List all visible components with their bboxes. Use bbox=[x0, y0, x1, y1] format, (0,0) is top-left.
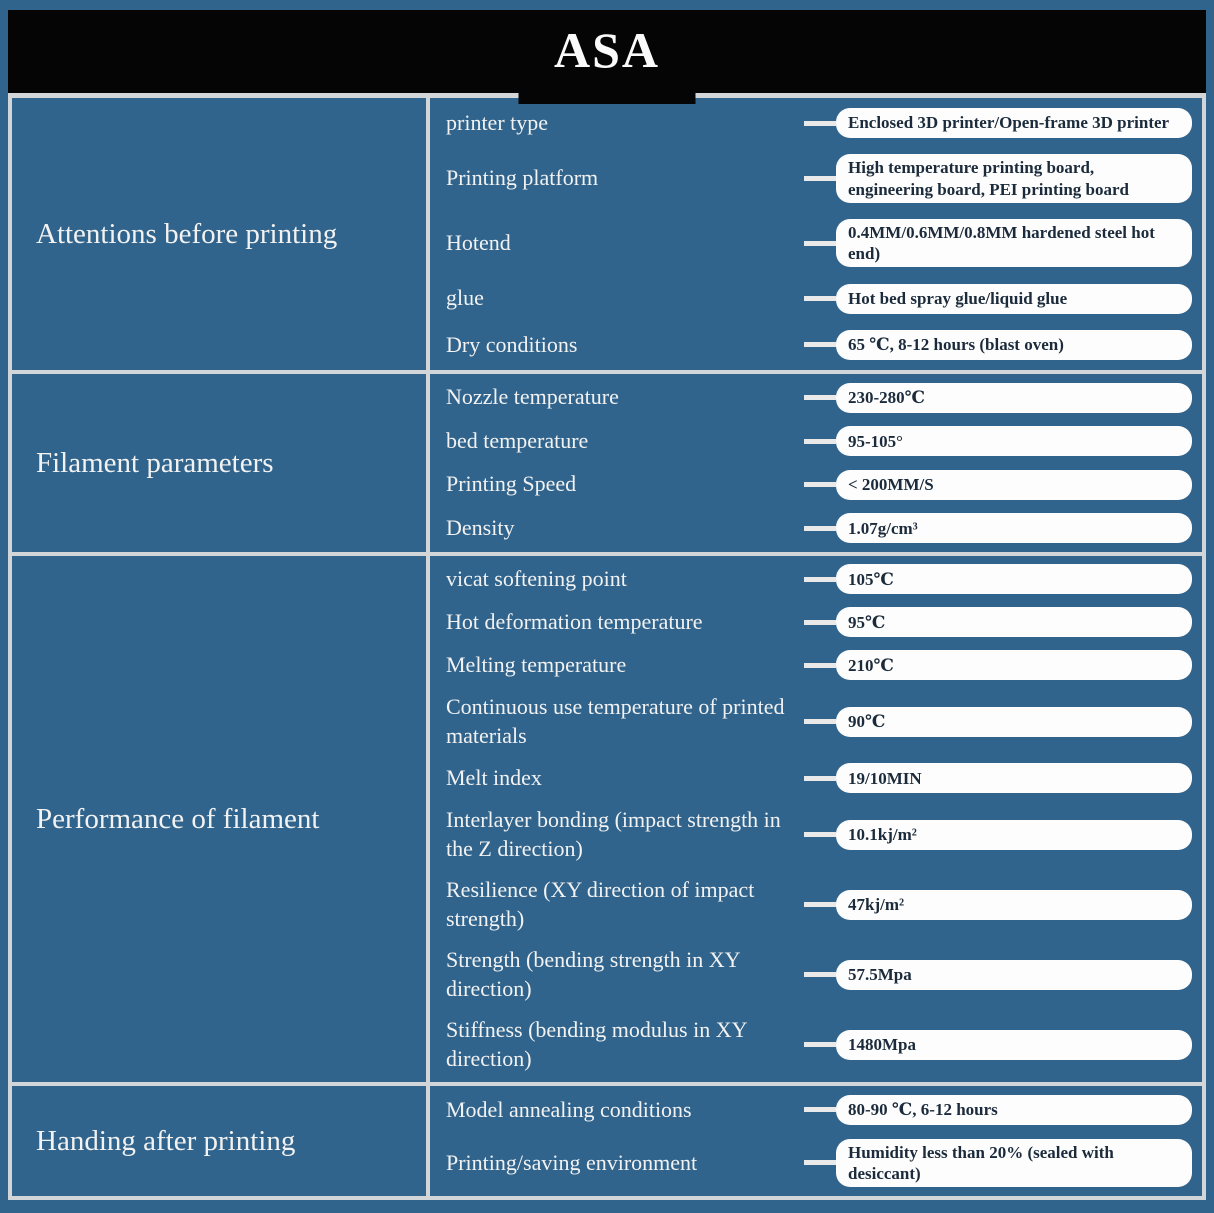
spec-section-1 bbox=[12, 98, 1202, 370]
spec-row bbox=[430, 876, 1202, 933]
pill-value: 80-90 ℃, 6-12 hours bbox=[836, 1095, 1192, 1125]
pill-cell bbox=[804, 763, 1196, 793]
section-rows bbox=[430, 98, 1202, 370]
spec-label: Stiffness (bending modulus in XY direction) bbox=[446, 1017, 747, 1071]
section-title-cell bbox=[12, 1086, 430, 1196]
pill-cell bbox=[804, 707, 1196, 737]
pill-cell bbox=[804, 1095, 1196, 1125]
pill-value: 95-105° bbox=[836, 426, 1192, 456]
spec-label: printer type bbox=[446, 109, 549, 135]
connector-line bbox=[804, 1042, 836, 1047]
pill-cell bbox=[804, 1139, 1196, 1188]
connector-line bbox=[804, 1107, 836, 1112]
section-title-cell bbox=[12, 556, 430, 1082]
pill-value: 47kj/m² bbox=[836, 890, 1192, 920]
pill-cell bbox=[804, 108, 1196, 138]
connector-line bbox=[804, 296, 836, 301]
connector-line bbox=[804, 241, 836, 246]
spec-row bbox=[430, 154, 1202, 203]
spec-label: Dry conditions bbox=[446, 331, 578, 357]
connector-line bbox=[804, 1160, 836, 1165]
page-title: ASA bbox=[553, 22, 661, 78]
connector-line bbox=[804, 342, 836, 347]
pill-cell bbox=[804, 330, 1196, 360]
spec-label: Printing/saving environment bbox=[446, 1149, 698, 1175]
spec-row bbox=[430, 426, 1202, 456]
spec-section-3 bbox=[12, 552, 1202, 1082]
spec-row bbox=[430, 763, 1202, 793]
section-title-cell bbox=[12, 98, 430, 370]
pill-value: 57.5Mpa bbox=[836, 960, 1192, 990]
pill-value: 90℃ bbox=[836, 707, 1192, 737]
pill-value: 1.07g/cm³ bbox=[836, 513, 1192, 543]
section-title: Filament parameters bbox=[36, 446, 274, 479]
pill-value: 0.4MM/0.6MM/0.8MM hardened steel hot end) bbox=[836, 219, 1192, 268]
section-title: Attentions before printing bbox=[36, 217, 338, 250]
pill-cell bbox=[804, 564, 1196, 594]
pill-cell bbox=[804, 219, 1196, 268]
spec-section-4 bbox=[12, 1082, 1202, 1196]
spec-label: Density bbox=[446, 514, 515, 540]
spec-label: vicat softening point bbox=[446, 566, 627, 592]
spec-row bbox=[430, 564, 1202, 594]
connector-line bbox=[804, 395, 836, 400]
spec-label: Melt index bbox=[446, 764, 542, 790]
section-title: Handing after printing bbox=[36, 1124, 296, 1157]
connector-line bbox=[804, 620, 836, 625]
connector-line bbox=[804, 482, 836, 487]
spec-row bbox=[430, 383, 1202, 413]
spec-row bbox=[430, 1139, 1202, 1188]
connector-line bbox=[804, 719, 836, 724]
spec-section-2 bbox=[12, 370, 1202, 552]
connector-line bbox=[804, 439, 836, 444]
section-rows bbox=[430, 1086, 1202, 1196]
spec-label: Nozzle temperature bbox=[446, 384, 619, 410]
spec-row bbox=[430, 513, 1202, 543]
pill-cell bbox=[804, 650, 1196, 680]
connector-line bbox=[804, 902, 836, 907]
connector-line bbox=[804, 832, 836, 837]
spec-label: glue bbox=[446, 285, 484, 311]
header bbox=[8, 10, 1206, 93]
pill-cell bbox=[804, 470, 1196, 500]
header-tab-decoration bbox=[519, 93, 696, 104]
spec-row bbox=[430, 284, 1202, 314]
spec-row bbox=[430, 1016, 1202, 1073]
spec-row bbox=[430, 693, 1202, 750]
spec-label: Resilience (XY direction of impact strength) bbox=[446, 877, 755, 931]
pill-value: 105℃ bbox=[836, 564, 1192, 594]
pill-cell bbox=[804, 154, 1196, 203]
spec-label: Hotend bbox=[446, 229, 511, 255]
section-rows bbox=[430, 374, 1202, 552]
spec-label: Melting temperature bbox=[446, 651, 627, 677]
section-title: Performance of filament bbox=[36, 802, 320, 835]
pill-cell bbox=[804, 426, 1196, 456]
pill-cell bbox=[804, 890, 1196, 920]
pill-value: 1480Mpa bbox=[836, 1030, 1192, 1060]
section-title-cell bbox=[12, 374, 430, 552]
pill-cell bbox=[804, 960, 1196, 990]
pill-value: 19/10MIN bbox=[836, 763, 1192, 793]
pill-value: < 200MM/S bbox=[836, 470, 1192, 500]
connector-line bbox=[804, 663, 836, 668]
pill-value: Enclosed 3D printer/Open-frame 3D printer bbox=[836, 108, 1192, 138]
spec-label: Printing Speed bbox=[446, 471, 577, 497]
connector-line bbox=[804, 972, 836, 977]
spec-row bbox=[430, 330, 1202, 360]
spec-row bbox=[430, 607, 1202, 637]
pill-value: Humidity less than 20% (sealed with desiccant) bbox=[836, 1139, 1192, 1188]
pill-cell bbox=[804, 383, 1196, 413]
pill-cell bbox=[804, 1030, 1196, 1060]
connector-line bbox=[804, 526, 836, 531]
spec-row bbox=[430, 108, 1202, 138]
spec-label: Interlayer bonding (impact strength in the Z direction) bbox=[446, 807, 781, 861]
pill-cell bbox=[804, 284, 1196, 314]
spec-row bbox=[430, 470, 1202, 500]
spec-label: Model annealing conditions bbox=[446, 1096, 692, 1122]
pill-value: 65 ℃, 8-12 hours (blast oven) bbox=[836, 330, 1192, 360]
connector-line bbox=[804, 176, 836, 181]
pill-value: High temperature printing board, engineering board, PEI printing board bbox=[836, 154, 1192, 203]
connector-line bbox=[804, 577, 836, 582]
spec-row bbox=[430, 806, 1202, 863]
pill-value: 230-280℃ bbox=[836, 383, 1192, 413]
connector-line bbox=[804, 776, 836, 781]
spec-row bbox=[430, 1095, 1202, 1125]
spec-label: bed temperature bbox=[446, 427, 589, 453]
pill-cell bbox=[804, 820, 1196, 850]
spec-label: Strength (bending strength in XY direction) bbox=[446, 947, 740, 1001]
connector-line bbox=[804, 121, 836, 126]
spec-label: Hot deformation temperature bbox=[446, 609, 703, 635]
pill-value: Hot bed spray glue/liquid glue bbox=[836, 284, 1192, 314]
spec-row bbox=[430, 946, 1202, 1003]
spec-label: Printing platform bbox=[446, 165, 599, 191]
spec-row bbox=[430, 219, 1202, 268]
section-rows bbox=[430, 556, 1202, 1082]
pill-value: 10.1kj/m² bbox=[836, 820, 1192, 850]
pill-cell bbox=[804, 513, 1196, 543]
spec-row bbox=[430, 650, 1202, 680]
pill-cell bbox=[804, 607, 1196, 637]
pill-value: 95℃ bbox=[836, 607, 1192, 637]
spec-table bbox=[8, 93, 1206, 1200]
spec-label: Continuous use temperature of printed materials bbox=[446, 694, 785, 748]
pill-value: 210℃ bbox=[836, 650, 1192, 680]
